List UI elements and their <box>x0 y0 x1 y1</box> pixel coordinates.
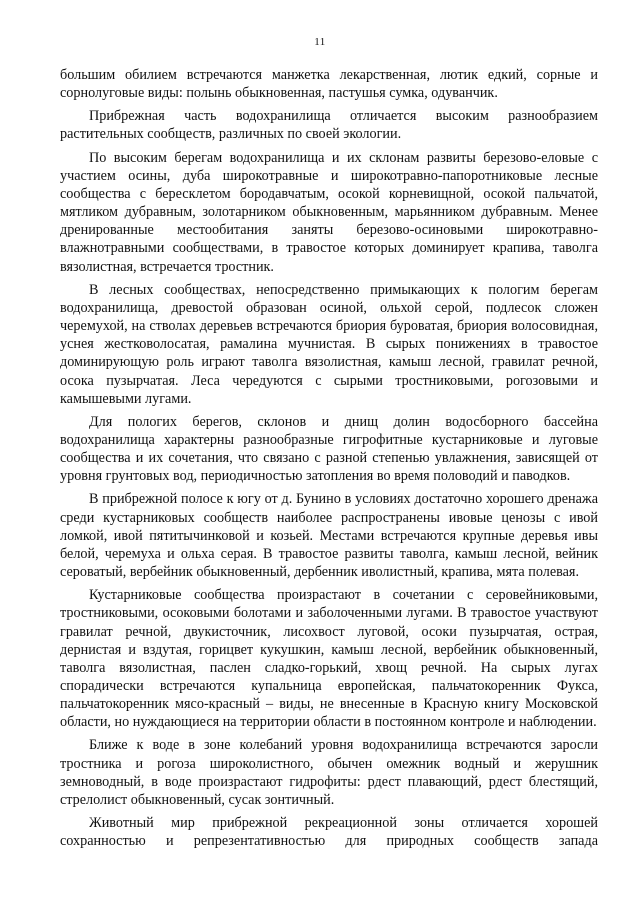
body-text <box>60 66 598 855</box>
paragraph-shrub-communities: Кустарниковые сообщества произрастают в сочетании с серовейниковыми, тростниковыми, осоковыми болотами и заболоченными лугами. В травостое участвуют гравилат речной, двукисточник, лисохвост луговой, осоки пузырчатая, острая, дернистая и вздутая, горицвет кукушкин, камыш лесной, вербейник обыкновенный, таволга вязолистная, паслен сладко-горький, хвощ речной. На сырых лугах спорадически встречаются купальница европейская, пальчатокоренник Фукса, пальчатокоренник мясо-красный – виды, не внесенные в Красную книгу Московской области, но нуждающиеся на территории области в постоянном контроле и наблюдении. <box>60 587 598 731</box>
paragraph-coastal-diversity: Прибрежная часть водохранилища отличается высоким разнообразием растительных сообществ, различных по своей экологии. <box>60 108 598 143</box>
paragraph-continued: большим обилием встречаются манжетка лекарственная, лютик едкий, сорные и сорнолуговые виды: полынь обыкновенная, пастушья сумка, одуванчик. <box>60 67 598 102</box>
paragraph-high-banks: По высоким берегам водохранилища и их склонам развиты березово-еловые с участием осины, дуба широкотравные и широкотравно-папоротниковые лесные сообщества с бересклетом бородавчатым, осокой корневищной, осокой пальчатой, мятликом дубравным, золотарником обыкновенным, марьянником дубравным. Менее дренированные местообитания заняты березово-осиновыми широкотравно-влажнотравными сообществами, в травостое которых доминирует крапива, таволга вязолистная, встречается тростник. <box>60 149 598 275</box>
paragraph-forest-communities: В лесных сообществах, непосредственно примыкающих к пологим берегам водохранилища, древостой образован осиной, ольхой серой, подлесок сложен черемухой, на стволах деревьев встречаются бриория буроватая, бриория волосовидная, уснея жестковолосатая, рамалина мучнистая. В сырых понижениях в травостое доминирующую роль играют таволга вязолистная, камыш лесной, гравилат речной, осока пузырчатая. Леса чередуются с сырыми тростниковыми, рогозовыми и камышевыми лугами. <box>60 281 598 407</box>
paragraph-near-water: Ближе к воде в зоне колебаний уровня водохранилища встречаются заросли тростника и рогоза широколистного, обычен омежник водный и жерушник земноводный, в воде произрастают гидрофиты: рдест плавающий, рдест блестящий, стрелолист обыкновенный, сусак зонтичный. <box>60 737 598 808</box>
paragraph-fauna: Животный мир прибрежной рекреационной зоны отличается хорошей сохранностью и репрезентативностью для природных сообществ запада <box>60 815 598 850</box>
paragraph-bunino-strip: В прибрежной полосе к югу от д. Бунино в условиях достаточно хорошего дренажа среди кустарниковых сообществ наиболее распространены ивовые ценозы с ивой ломкой, ивой пятитычинковой и козьей. Местами встречаются крупные деревья ивы белой, черемуха и ольха серая. В травостое развиты таволга, камыш лесной, вейник сероватый, вербейник обыкновенный, дербенник иволистный, крапива, мята полевая. <box>60 491 598 581</box>
paragraph-gentle-banks: Для пологих берегов, склонов и днищ долин водосборного бассейна водохранилища характерны разнообразные гигрофитные кустарниковые и луговые сообщества и их сочетания, что связано с разной степенью увлажнения, зависящей от уровня грунтовых вод, периодичностью затопления во время половодий и паводков. <box>60 413 598 485</box>
page-number: 11 <box>314 36 326 48</box>
